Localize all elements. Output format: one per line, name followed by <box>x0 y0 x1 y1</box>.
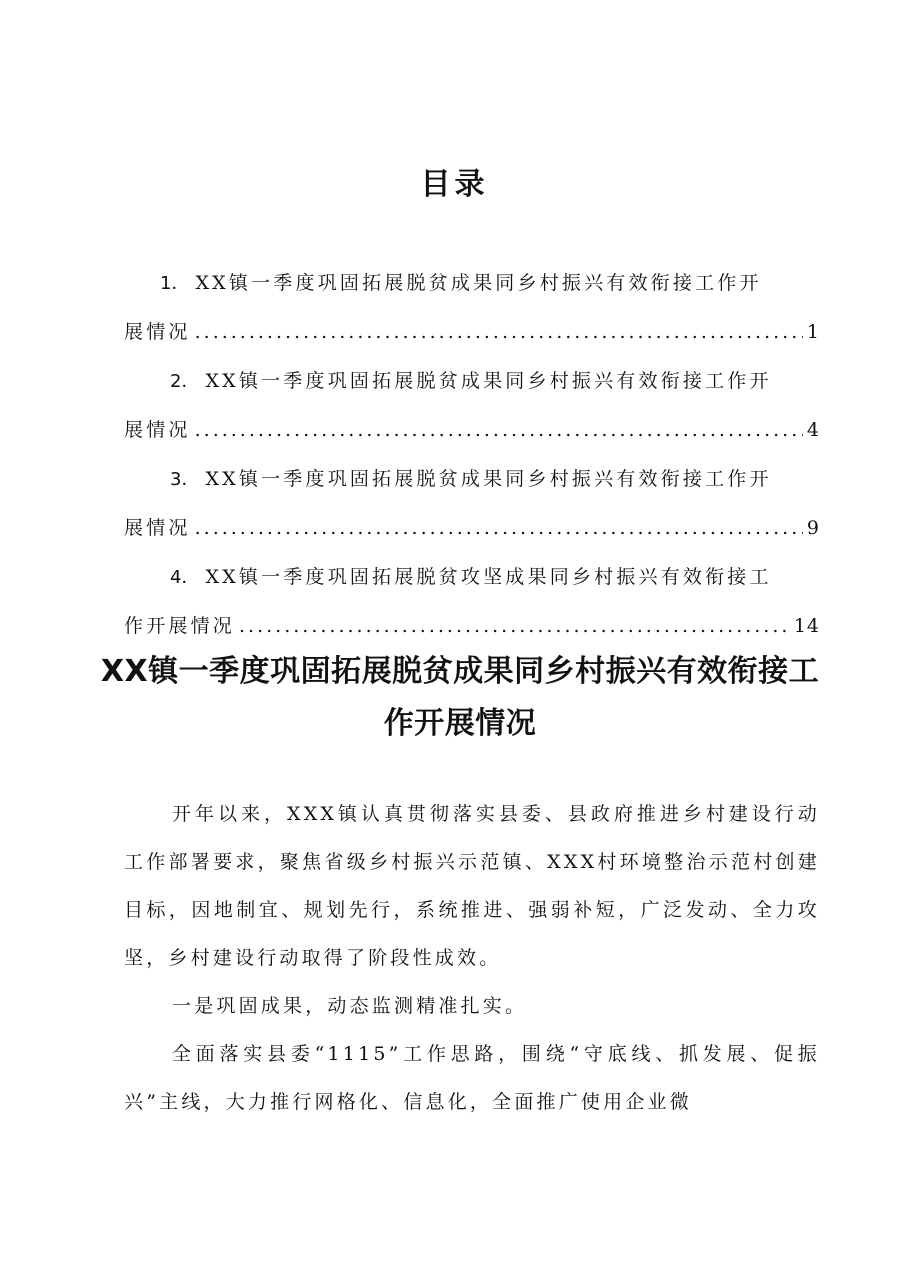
body-paragraph: 全面落实县委“1115”工作思路，围绕“守底线、抓发展、促振兴”主线，大力推行网格化、信息化，全面推广使用企业微 <box>124 1043 820 1113</box>
toc-entry[interactable] <box>124 455 820 553</box>
toc-page-number: 1 <box>806 321 820 343</box>
toc-entry-number: 4． <box>170 567 200 588</box>
toc-entry[interactable] <box>124 553 820 651</box>
toc-page-number: 9 <box>806 517 820 539</box>
document-title: XX镇一季度巩固拓展脱贫成果同乡村振兴有效衔接工作开展情况 <box>100 654 820 741</box>
table-of-contents <box>124 259 820 651</box>
toc-entry-title-line <box>124 357 820 406</box>
toc-entry-title-line <box>124 259 820 308</box>
toc-entry-title: XX镇一季度巩固拓展脱贫成果同乡村振兴有效衔接工作开 <box>205 468 772 490</box>
toc-entry-title-continued: 展情况 <box>124 321 191 343</box>
toc-entry-title-continued: 展情况 <box>124 419 191 441</box>
toc-entry-leader-line <box>124 406 820 455</box>
toc-page-number: 14 <box>793 615 820 637</box>
toc-page-number: 4 <box>806 419 820 441</box>
toc-entry-number: 2． <box>170 371 200 392</box>
toc-dot-leader <box>195 308 803 357</box>
toc-entry-title-continued: 展情况 <box>124 517 191 539</box>
toc-entry-title-line <box>124 455 820 504</box>
toc-entry[interactable] <box>124 357 820 455</box>
toc-entry-title-line <box>124 553 820 602</box>
toc-dot-leader <box>195 504 803 553</box>
toc-entry-number: 3． <box>170 469 200 490</box>
body-paragraph: 一是巩固成果，动态监测精准扎实。 <box>172 995 528 1017</box>
toc-entry-leader-line <box>124 504 820 553</box>
toc-entry-leader-line <box>124 602 820 651</box>
toc-title: 目录 <box>420 167 489 202</box>
body-paragraph: 开年以来，XXX镇认真贯彻落实县委、县政府推进乡村建设行动工作部署要求，聚焦省级乡村振兴示范镇、XXX村环境整治示范村创建目标，因地制宜、规划先行，系统推进、强弱补短，广泛发动、全力攻坚，乡村建设行动取得了阶段性成效。 <box>124 803 820 969</box>
toc-dot-leader <box>195 406 803 455</box>
toc-entry-title: XX镇一季度巩固拓展脱贫成果同乡村振兴有效衔接工作开 <box>195 272 762 294</box>
toc-entry-title-continued: 作开展情况 <box>124 615 236 637</box>
toc-entry-leader-line <box>124 308 820 357</box>
toc-dot-leader <box>239 602 790 651</box>
toc-entry-number: 1． <box>160 273 190 294</box>
toc-entry[interactable] <box>124 259 820 357</box>
toc-entry-title: XX镇一季度巩固拓展脱贫攻坚成果同乡村振兴有效衔接工 <box>205 566 772 588</box>
document-body <box>124 790 820 1126</box>
toc-entry-title: XX镇一季度巩固拓展脱贫成果同乡村振兴有效衔接工作开 <box>205 370 772 392</box>
